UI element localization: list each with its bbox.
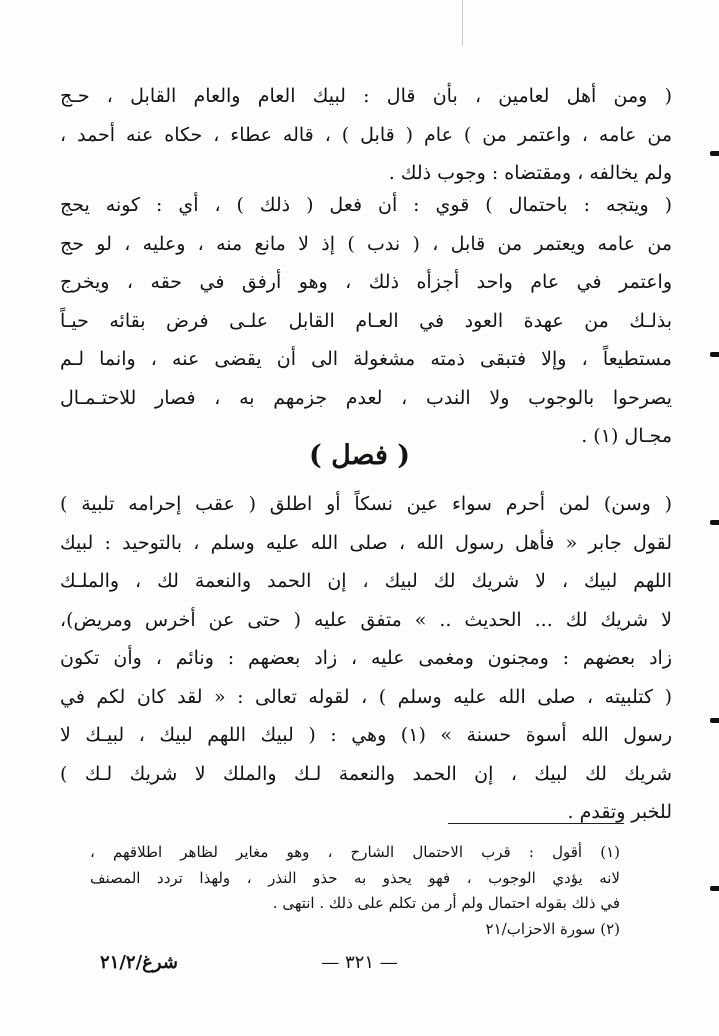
footnotes bbox=[90, 840, 620, 942]
text-line: بذلـك من عهدة العود في العـام القابل علـى فرض بقائه حيـاً bbox=[60, 309, 672, 332]
printer-signature: شرغ/٢١/٢ bbox=[100, 952, 178, 973]
text-line: اللهم لبيك ، لا شريك لك لبيك ، إن الحمد والنعمة لك ، والملـك bbox=[60, 570, 672, 592]
text-line: للخبر وتقدم . bbox=[567, 801, 672, 823]
footnote-line: لانه يؤدي الوجوب ، فهو يحذو به حذو النذر ، ولهذا تردد المصنف bbox=[90, 868, 620, 887]
text-line: زاد بعضهم : ومجنون ومغمى عليه ، زاد بعضهم : ونائم ، وأن تكون bbox=[60, 647, 672, 669]
footnote-separator bbox=[448, 823, 624, 824]
text-line: ( وسن) لمن أحرم سواء عين نسكاً أو اطلق ( عقب إحرامه تلبية ) bbox=[60, 493, 672, 515]
footnote-line: (٢) سورة الاحزاب/٢١ bbox=[485, 919, 620, 938]
edge-mark bbox=[710, 718, 719, 723]
edge-mark bbox=[710, 520, 719, 525]
paragraph-2 bbox=[60, 186, 672, 456]
paragraph-3 bbox=[60, 485, 672, 832]
text-line: من عامه ويعتمر من قابل ، ( ندب ) إذ لا مانع منه ، وعليه ، لو حج bbox=[60, 232, 672, 255]
text-line: ( كتلبيته ، صلى الله عليه وسلم ) ، لقوله تعالى : « لقد كان لكم في bbox=[60, 685, 672, 708]
text-line: لقول جابر « فأهل رسول الله ، صلى الله عليه وسلم ، بالتوحيد : لبيك bbox=[60, 531, 672, 554]
paragraph-1 bbox=[60, 77, 672, 193]
text-line: واعتمر في عام واحد أجزأه ذلك ، وهو أرفق في حقه ، ويخرج bbox=[60, 271, 672, 293]
text-line: مستطيعاً ، وإلا فتبقى ذمته مشغولة الى أن يقضى عنه ، وانما لـم bbox=[60, 348, 672, 370]
footnote-line: في ذلك بقوله احتمال ولم أر من تكلم على ذلك . انتهى . bbox=[272, 894, 620, 912]
text-line: لا شريك لك ... الحديث .. » متفق عليه ( حتى عن أخرس ومريض)، bbox=[60, 608, 672, 631]
page-number: — ٣٢١ — bbox=[321, 952, 398, 973]
text-line: ( ويتجه : باحتمال ) قوي : أن فعل ( ذلك ) ، أي : كونه يحج bbox=[60, 194, 672, 216]
text-line: مجـال (١) . bbox=[581, 425, 672, 447]
binding-line bbox=[462, 0, 463, 46]
text-line: شريك لك لبيك ، إن الحمد والنعمة لـك والملك لا شريك لـك ) bbox=[60, 762, 672, 785]
text-line: ولم يخالفه ، ومقتضاه : وجوب ذلك . bbox=[388, 162, 672, 184]
edge-mark bbox=[710, 352, 719, 357]
edge-mark bbox=[710, 886, 719, 891]
text-line: رسول الله أسوة حسنة » (١) وهي : ( لبيك اللهم لبيك ، لبيـك لا bbox=[60, 724, 672, 746]
text-line: يصرحوا بالوجوب ولا الندب ، لعدم جزمهم به ، فصار للاحتـمـال bbox=[60, 386, 672, 409]
text-line: من عامه ، واعتمر من ) عام ( قابل ) ، قاله عطاء ، حكاه عنه أحمد ، bbox=[60, 123, 672, 146]
footnote-line: (١) أقول : قرب الاحتمال الشارح ، وهو مغاير لظاهر اطلاقهم ، bbox=[90, 843, 620, 861]
section-heading: ( فصل ) bbox=[308, 440, 411, 471]
text-line: ( ومن أهل لعامين ، بأن قال : لبيك العام والعام القابل ، حـج bbox=[60, 85, 672, 107]
edge-mark bbox=[710, 151, 719, 156]
